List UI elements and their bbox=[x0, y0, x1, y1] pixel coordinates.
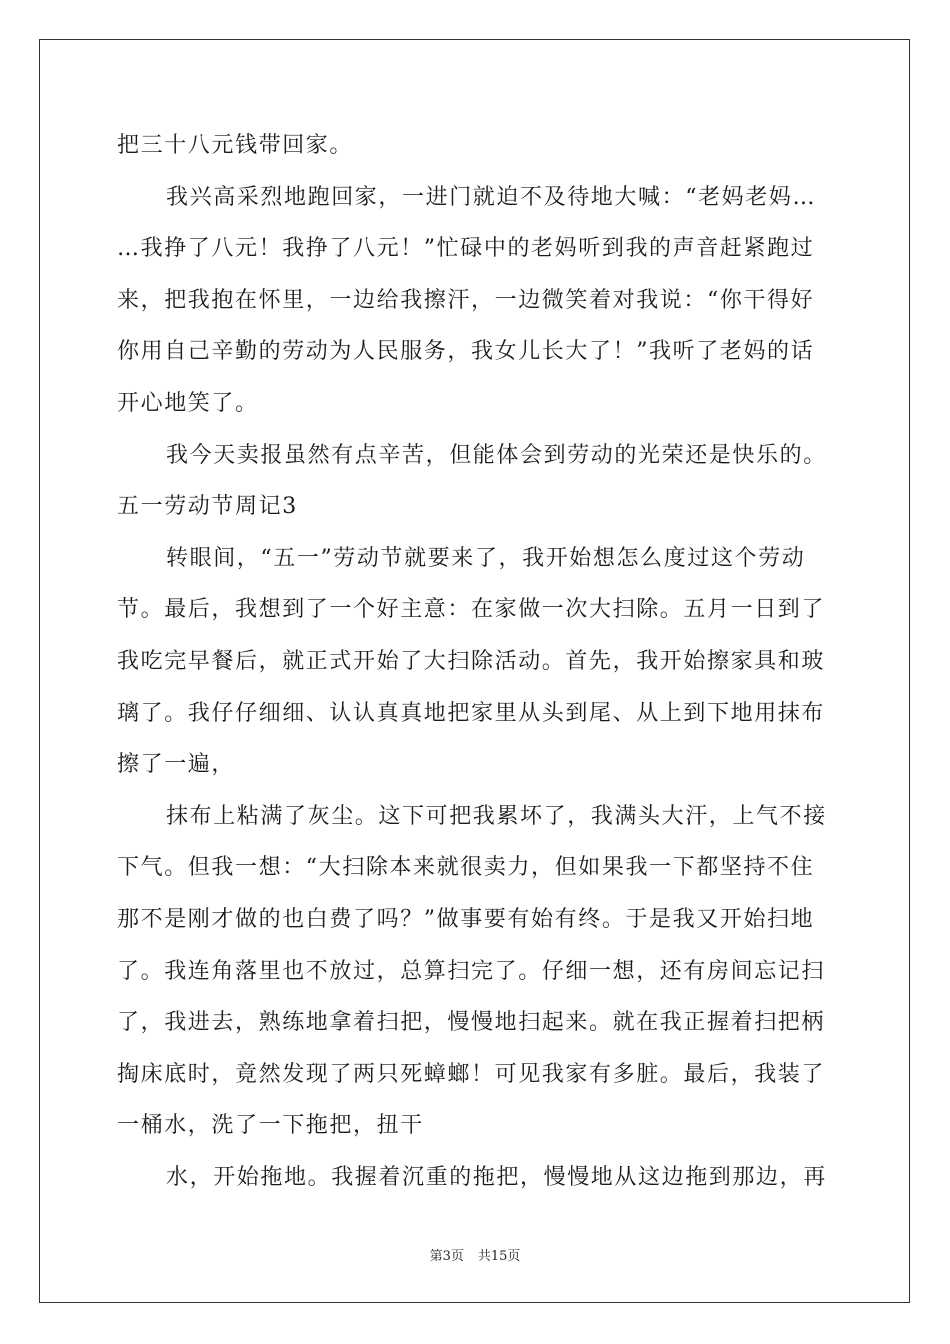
text-line: 抹布上粘满了灰尘。这下可把我累坏了，我满头大汗，上气不接 bbox=[166, 803, 827, 829]
text-line: 我今天卖报虽然有点辛苦，但能体会到劳动的光荣还是快乐的。 bbox=[166, 442, 827, 468]
text-line: 我吃完早餐后，就正式开始了大扫除活动。首先，我开始擦家具和玻 bbox=[117, 648, 826, 674]
text-line: 开心地笑了。 bbox=[117, 390, 259, 416]
text-line: 擦了一遍， bbox=[117, 752, 236, 778]
text-line: 转眼间，“五一”劳动节就要来了，我开始想怎么度过这个劳动 bbox=[166, 545, 806, 571]
text-line: …我挣了八元！我挣了八元！”忙碌中的老妈听到我的声音赶紧跑过 bbox=[117, 236, 815, 262]
text-line: 一桶水，洗了一下拖把，扭干 bbox=[117, 1113, 424, 1139]
text-line: 我兴高采烈地跑回家，一进门就迫不及待地大喊：“老妈老妈… bbox=[166, 184, 817, 210]
page-footer bbox=[0, 1245, 950, 1264]
text-line: 节。最后，我想到了一个好主意：在家做一次大扫除。五月一日到了 bbox=[117, 597, 826, 623]
text-line: 掏床底时，竟然发现了两只死蟑螂！可见我家有多脏。最后，我装了 bbox=[117, 1061, 826, 1087]
total-pages: 共15页 bbox=[477, 1249, 521, 1264]
section-heading: 五一劳动节周记3 bbox=[117, 494, 298, 520]
text-line: 了，我进去，熟练地拿着扫把，慢慢地扫起来。就在我正握着扫把柄 bbox=[117, 1010, 826, 1036]
text-line: 了。我连角落里也不放过，总算扫完了。仔细一想，还有房间忘记扫 bbox=[117, 958, 826, 984]
text-line: 那不是刚才做的也白费了吗？”做事要有始有终。于是我又开始扫地 bbox=[117, 906, 815, 932]
text-line: 你用自己辛勤的劳动为人民服务，我女儿长大了！”我听了老妈的话 bbox=[117, 339, 815, 365]
page-number: 第3页 bbox=[429, 1249, 464, 1264]
text-line: 水，开始拖地。我握着沉重的拖把，慢慢地从这边拖到那边，再 bbox=[166, 1164, 827, 1190]
text-line: 把三十八元钱带回家。 bbox=[117, 133, 354, 158]
document-body bbox=[117, 120, 837, 1203]
text-line: 璃了。我仔仔细细、认认真真地把家里从头到尾、从上到下地用抹布 bbox=[117, 700, 826, 726]
text-line: 下气。但我一想：“大扫除本来就很卖力，但如果我一下都坚持不住 bbox=[117, 855, 815, 881]
text-line: 来，把我抱在怀里，一边给我擦汗，一边微笑着对我说：“你干得好 bbox=[117, 287, 815, 313]
